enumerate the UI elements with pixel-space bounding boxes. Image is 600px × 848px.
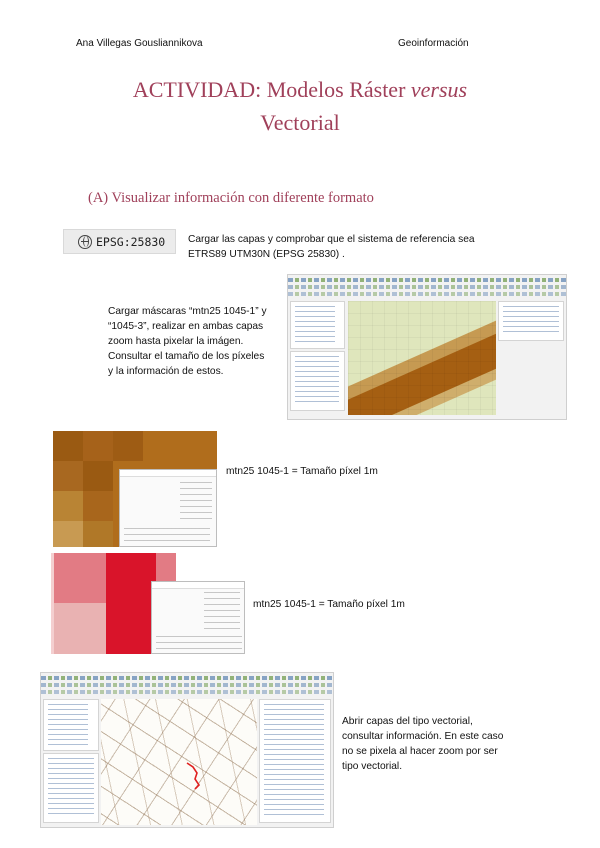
step1-text [188, 232, 475, 262]
vector-map-view [101, 699, 257, 825]
step5-line4: tipo vectorial. [342, 761, 403, 772]
vector-layers-panel [43, 699, 99, 751]
step1-line1: Cargar las capas y comprobar que el sistema de referencia sea [188, 234, 475, 245]
step5-line2: consultar información. En este caso [342, 731, 504, 742]
vector-browser-panel [43, 753, 99, 823]
raster-zoom-view [348, 301, 496, 415]
page-title-line2: Vectorial [260, 110, 340, 135]
vector-info-panel [259, 699, 331, 823]
raster-1045-3-screenshot [51, 553, 245, 654]
step2-line3: zoom hasta pixelar la imágen. [108, 336, 244, 347]
step5-line3: no se pixela al hacer zoom por ser [342, 746, 498, 757]
epsg-badge [63, 229, 176, 254]
globe-icon [78, 235, 92, 249]
identify-dialog [119, 469, 217, 547]
browser-panel [290, 351, 345, 411]
step2-line5: y la información de estos. [108, 366, 224, 377]
layers-panel [290, 301, 345, 349]
info-panel [498, 301, 564, 341]
raster-2-caption: mtn25 1045-1 = Tamaño píxel 1m [253, 599, 405, 610]
step5-text [342, 714, 503, 774]
step2-line4: Consultar el tamaño de los píxeles [108, 351, 265, 362]
qgis-raster-screenshot [287, 274, 567, 420]
page-title [0, 75, 600, 105]
epsg-label: EPSG:25830 [96, 234, 166, 249]
step2-line2: “1045-3”, realizar en ambas capas [108, 321, 264, 332]
qgis-vector-screenshot [40, 672, 334, 828]
identify-dialog-2 [151, 581, 245, 654]
selected-feature-highlight [101, 699, 257, 825]
section-a-heading: (A) Visualizar información con diferente formato [88, 190, 374, 206]
title-emphasis: versus [410, 77, 468, 102]
step2-line1: Cargar máscaras “mtn25 1045-1” y [108, 306, 267, 317]
title-prefix: ACTIVIDAD: Modelos Ráster [132, 77, 411, 102]
raster-1-caption: mtn25 1045-1 = Tamaño píxel 1m [226, 466, 378, 477]
step5-line1: Abrir capas del tipo vectorial, [342, 716, 473, 727]
raster-1045-1-screenshot [53, 431, 217, 547]
author-name: Ana Villegas Gousliannikova [76, 38, 203, 49]
step1-line2: ETRS89 UTM30N (EPSG 25830) . [188, 249, 345, 260]
subject-name: Geoinformación [398, 38, 469, 49]
step2-text [108, 304, 267, 379]
